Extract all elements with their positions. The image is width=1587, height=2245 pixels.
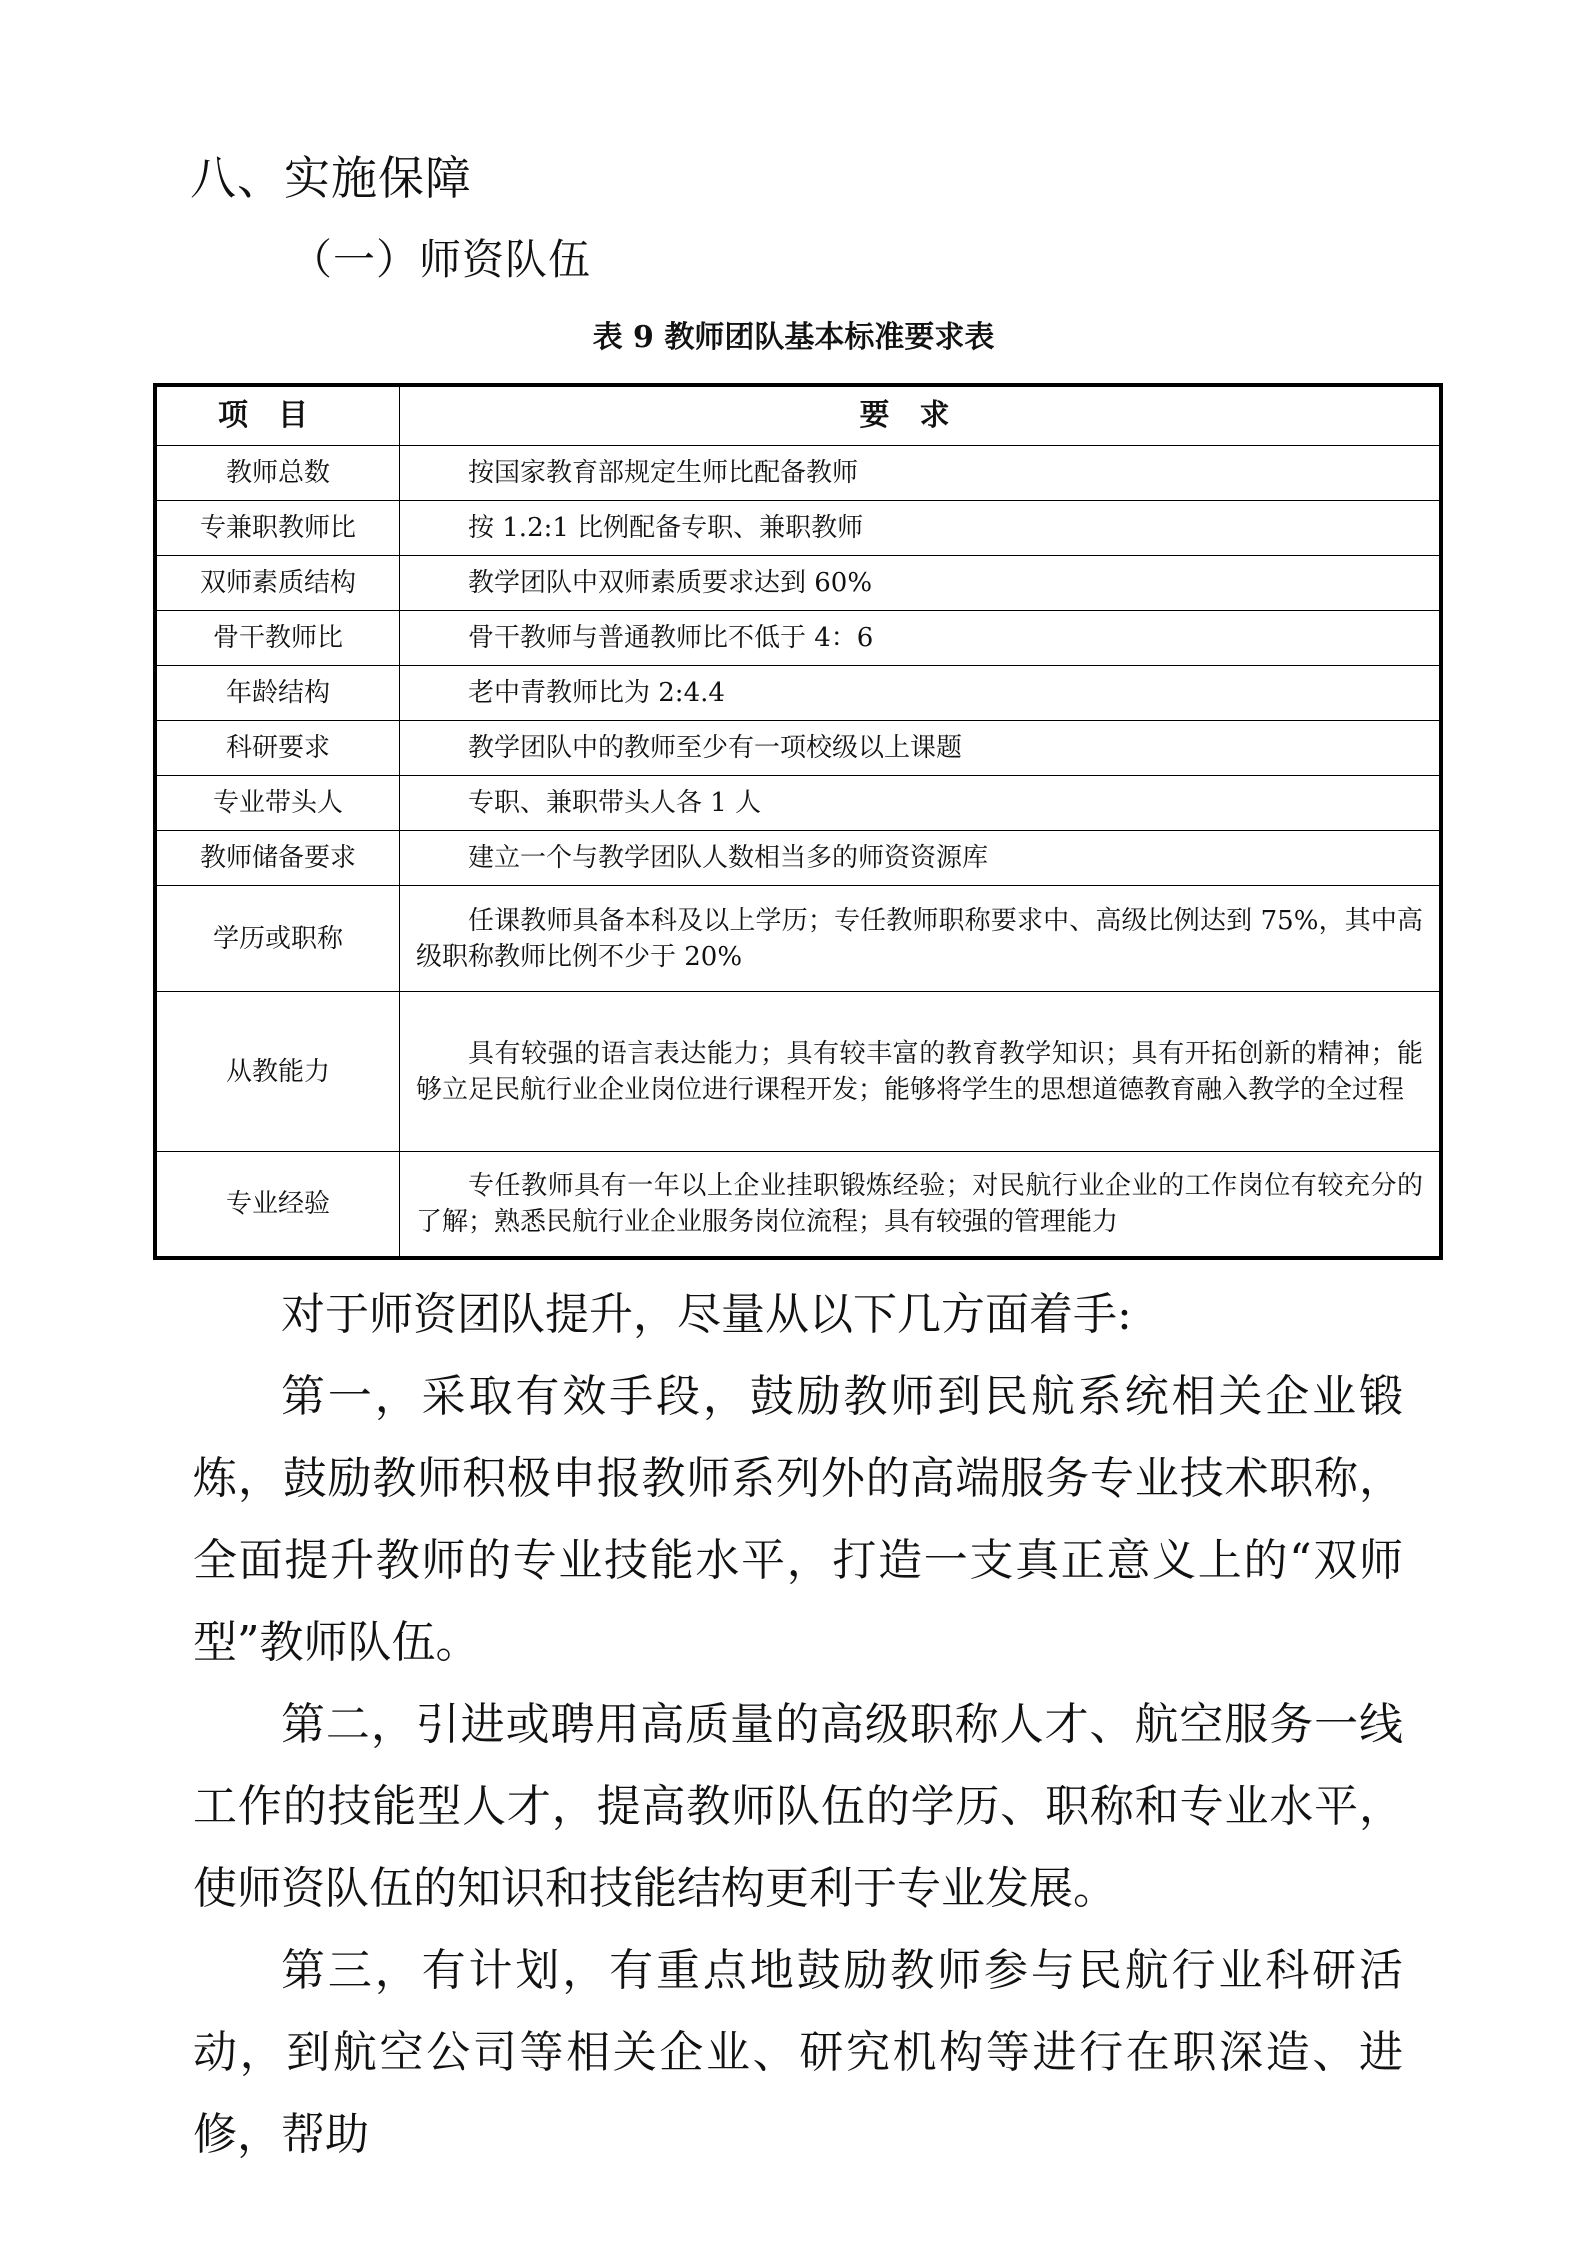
row-item: 学历或职称 bbox=[155, 886, 400, 992]
row-item: 教师储备要求 bbox=[155, 831, 400, 886]
row-item: 年龄结构 bbox=[155, 666, 400, 721]
row-requirement: 专任教师具有一年以上企业挂职锻炼经验；对民航行业企业的工作岗位有较充分的了解；熟悉民航行业企业服务岗位流程；具有较强的管理能力 bbox=[400, 1152, 1442, 1258]
table-row bbox=[155, 721, 1441, 776]
row-requirement: 教学团队中的教师至少有一项校级以上课题 bbox=[400, 721, 1442, 776]
table-row bbox=[155, 556, 1441, 611]
row-requirement: 任课教师具备本科及以上学历；专任教师职称要求中、高级比例达到 75%，其中高级职称教师比例不少于 20% bbox=[400, 886, 1442, 992]
table-row bbox=[155, 501, 1441, 556]
row-requirement: 按国家教育部规定生师比配备教师 bbox=[400, 446, 1442, 501]
table-row bbox=[155, 611, 1441, 666]
table-row bbox=[155, 992, 1441, 1152]
row-requirement: 老中青教师比为 2:4.4 bbox=[400, 666, 1442, 721]
paragraph: 第一，采取有效手段，鼓励教师到民航系统相关企业锻炼，鼓励教师积极申报教师系列外的高端服务专业技术职称，全面提升教师的专业技能水平，打造一支真正意义上的“双师型”教师队伍。 bbox=[193, 1371, 1403, 1668]
row-item: 专兼职教师比 bbox=[155, 501, 400, 556]
table-row bbox=[155, 666, 1441, 721]
paragraph: 第三，有计划，有重点地鼓励教师参与民航行业科研活动，到航空公司等相关企业、研究机构等进行在职深造、进修，帮助 bbox=[193, 1945, 1403, 2160]
row-item: 教师总数 bbox=[155, 446, 400, 501]
body-text bbox=[193, 1274, 1403, 2176]
row-item: 专业经验 bbox=[155, 1152, 400, 1258]
row-item: 科研要求 bbox=[155, 721, 400, 776]
row-requirement: 专职、兼职带头人各 1 人 bbox=[400, 776, 1442, 831]
header-item: 项目 bbox=[155, 385, 400, 446]
table-row bbox=[155, 886, 1441, 992]
row-item: 骨干教师比 bbox=[155, 611, 400, 666]
table-caption: 表 9 教师团队基本标准要求表 bbox=[592, 320, 995, 355]
row-requirement: 具有较强的语言表达能力；具有较丰富的教育教学知识；具有开拓创新的精神；能够立足民航行业企业岗位进行课程开发；能够将学生的思想道德教育融入教学的全过程 bbox=[400, 992, 1442, 1152]
table-row bbox=[155, 1152, 1441, 1258]
subsection-heading: （一）师资队伍 bbox=[290, 235, 592, 284]
paragraph: 对于师资团队提升，尽量从以下几方面着手: bbox=[281, 1289, 1132, 1340]
table-row bbox=[155, 776, 1441, 831]
row-requirement: 教学团队中双师素质要求达到 60% bbox=[400, 556, 1442, 611]
header-requirement: 要求 bbox=[400, 385, 1442, 446]
row-item: 双师素质结构 bbox=[155, 556, 400, 611]
section-heading: 八、实施保障 bbox=[190, 151, 472, 205]
row-requirement: 建立一个与教学团队人数相当多的师资资源库 bbox=[400, 831, 1442, 886]
teacher-standards-table bbox=[153, 383, 1443, 1260]
table-row bbox=[155, 446, 1441, 501]
row-requirement: 按 1.2:1 比例配备专职、兼职教师 bbox=[400, 501, 1442, 556]
row-item: 从教能力 bbox=[155, 992, 400, 1152]
paragraph: 第二，引进或聘用高质量的高级职称人才、航空服务一线工作的技能型人才，提高教师队伍的学历、职称和专业水平，使师资队伍的知识和技能结构更利于专业发展。 bbox=[193, 1699, 1403, 1914]
table-header-row bbox=[155, 385, 1441, 446]
table-row bbox=[155, 831, 1441, 886]
row-requirement: 骨干教师与普通教师比不低于 4：6 bbox=[400, 611, 1442, 666]
row-item: 专业带头人 bbox=[155, 776, 400, 831]
